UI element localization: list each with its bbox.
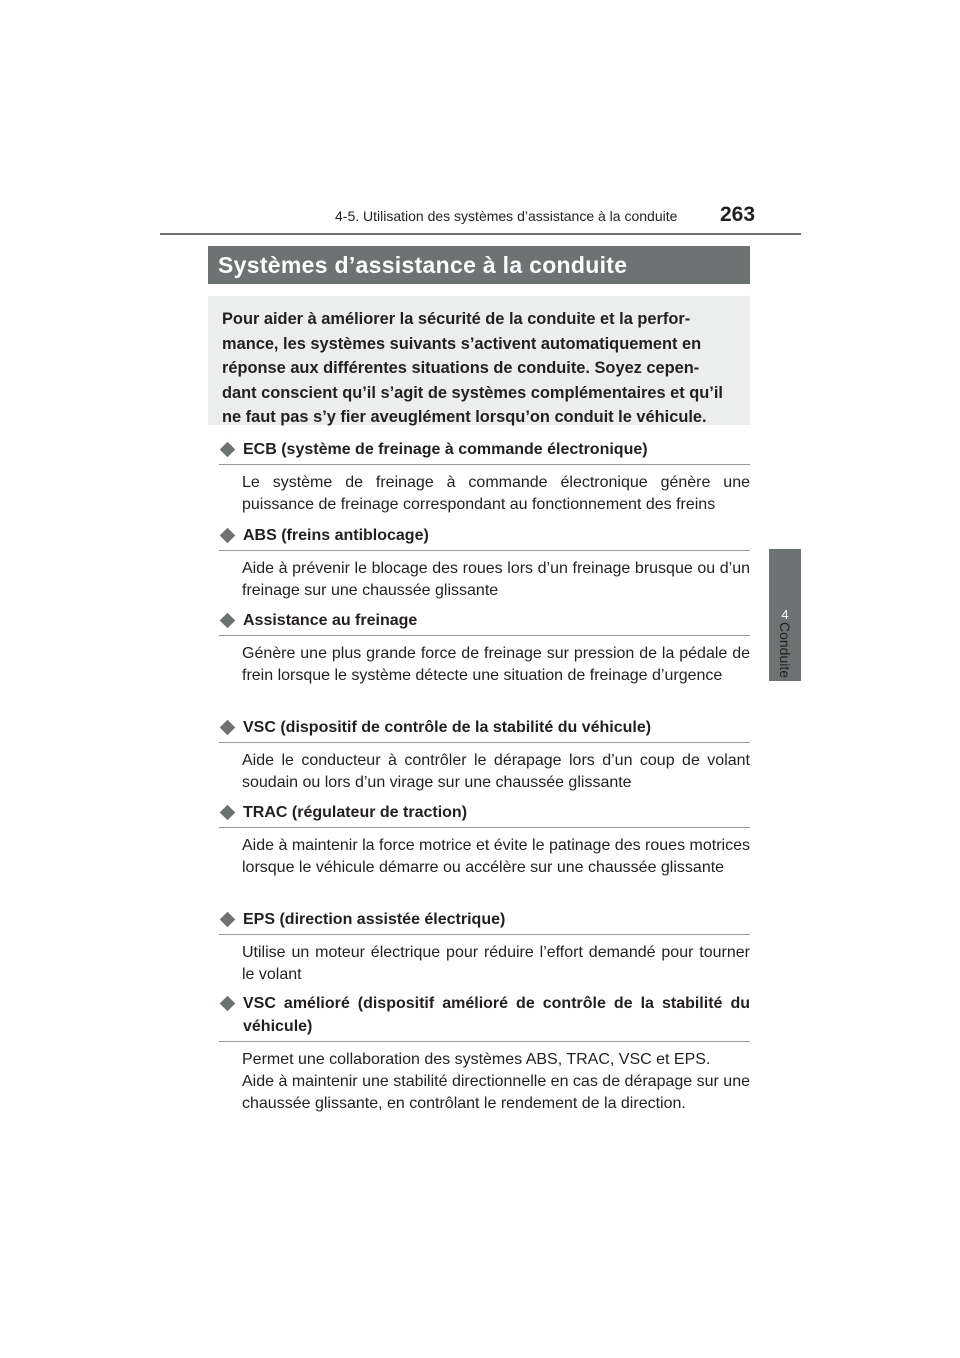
feature-vsc: [219, 716, 750, 801]
feature-title: ABS (freins antiblocage): [243, 527, 429, 544]
feature-title: TRAC (régulateur de traction): [243, 804, 468, 821]
page-number: 263: [720, 203, 756, 226]
feature-title: EPS (direction assistée électrique): [243, 911, 506, 928]
feature-heading: [219, 908, 750, 935]
feature-ecb: [219, 438, 750, 524]
intro-line: mance, les systèmes suivants s’activent automatiquement en: [222, 334, 702, 353]
feature-description: Aide à maintenir la force motrice et évite le patinage des roues motrices lorsque le véhicule démarre ou accélère sur une chaussée glissante: [242, 837, 750, 876]
feature-heading: [219, 438, 750, 465]
diamond-bullet-icon: [220, 613, 236, 629]
feature-description: Utilise un moteur électrique pour réduire l’effort demandé pour tourner le volant: [242, 944, 750, 983]
feature-description: Génère une plus grande force de freinage sur pression de la pédale de frein lorsque le système détecte une situation de freinage d’urgence: [242, 645, 750, 684]
feature-description: Le système de freinage à commande électronique génère une puissance de freinage correspondant au fonctionnement des freins: [242, 474, 750, 513]
feature-heading: [219, 609, 750, 636]
feature-description: [242, 1049, 750, 1115]
diamond-bullet-icon: [220, 442, 236, 458]
diamond-bullet-icon: [220, 912, 236, 928]
diamond-bullet-icon: [220, 528, 236, 544]
feature-title: VSC amélioré (dispositif amélioré de contrôle de la stabilité du véhicule): [243, 995, 750, 1035]
feature-abs: [219, 524, 750, 609]
chapter-tab: 4: [769, 549, 801, 681]
feature-title: VSC (dispositif de contrôle de la stabilité du véhicule): [243, 719, 652, 736]
feature-eps: [219, 908, 750, 992]
intro-line: dant conscient qu’il s’agit de systèmes complémentaires et qu’il: [222, 383, 723, 402]
diamond-bullet-icon: [220, 720, 236, 736]
intro-line: ne faut pas s’y fier aveuglément lorsqu’on conduit le véhicule.: [222, 408, 707, 426]
feature-description: Aide à prévenir le blocage des roues lors d’un freinage brusque ou d’un freinage sur une chaussée glissante: [242, 560, 750, 599]
header-rule: [160, 233, 801, 235]
feature-heading: [219, 716, 750, 743]
feature-trac: [219, 801, 750, 908]
page-title: Systèmes d’assistance à la conduite: [208, 246, 750, 284]
intro-line: Pour aider à améliorer la sécurité de la conduite et la perfor-: [222, 310, 691, 328]
feature-heading: [219, 801, 750, 828]
feature-description: Aide le conducteur à contrôler le dérapage lors d’un coup de volant soudain ou lors d’un virage sur une chaussée glissante: [242, 752, 750, 791]
diamond-bullet-icon: [220, 805, 236, 821]
feature-description-line: Permet une collaboration des systèmes ABS, TRAC, VSC et EPS.: [242, 1051, 711, 1068]
feature-heading: [219, 992, 750, 1042]
feature-title: ECB (système de freinage à commande électronique): [243, 441, 648, 458]
intro-box: [208, 296, 750, 425]
feature-brake-assist: [219, 609, 750, 716]
feature-heading: [219, 524, 750, 551]
section-header: 4-5. Utilisation des systèmes d’assistance à la conduite: [335, 208, 678, 224]
intro-line: réponse aux différentes situations de conduite. Soyez cepen-: [222, 359, 700, 377]
feature-description-line: Aide à maintenir une stabilité directionnelle en cas de dérapage sur une chaussée glissante, en contrôlant le rendement de la direction.: [242, 1073, 750, 1112]
feature-enhanced-vsc: [219, 992, 750, 1115]
diamond-bullet-icon: [220, 996, 236, 1012]
feature-list: [219, 438, 750, 1115]
feature-title: Assistance au freinage: [243, 612, 418, 629]
chapter-label: Conduite: [777, 621, 793, 679]
